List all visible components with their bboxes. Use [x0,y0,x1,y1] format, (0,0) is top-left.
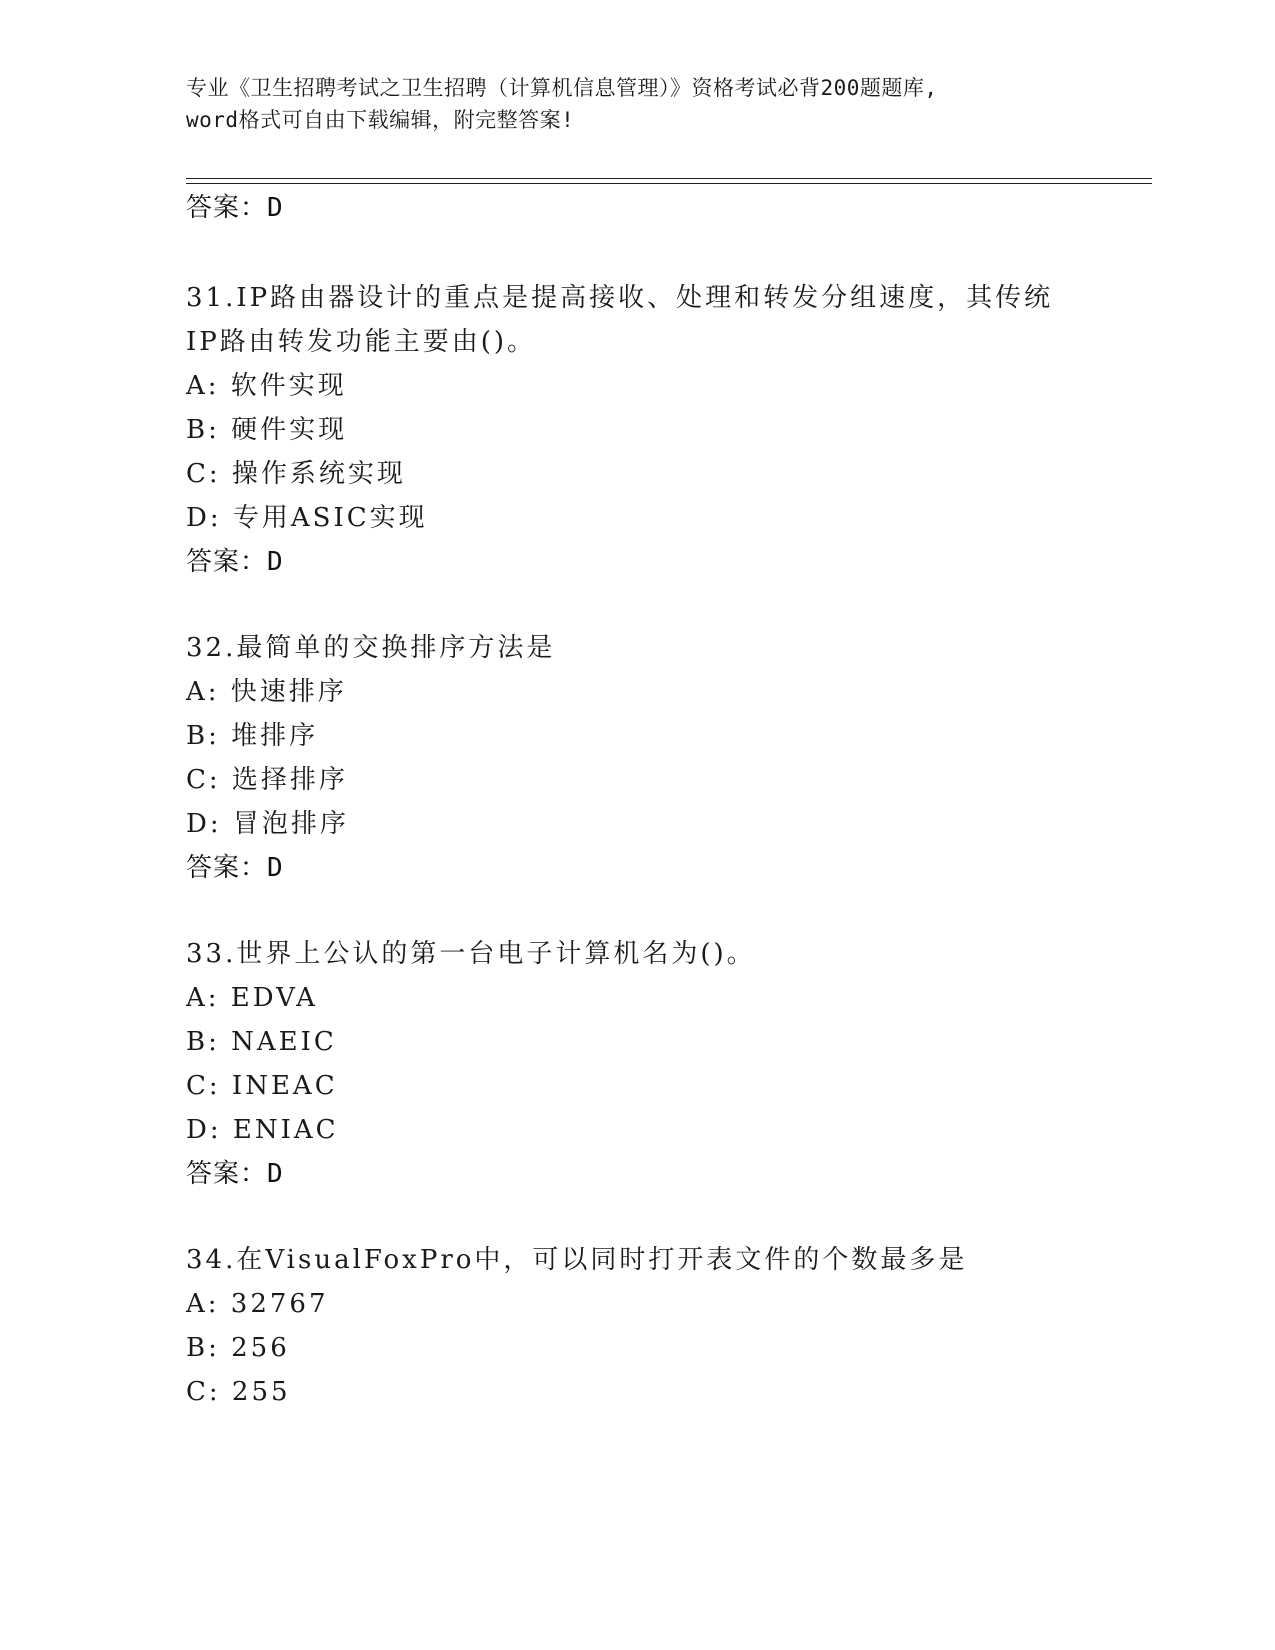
question-32-answer: 答案：D [186,853,284,883]
header-divider-bottom [186,183,1152,184]
question-32-option-c: C: 选择排序 [186,765,348,795]
question-33-stem: 33.世界上公认的第一台电子计算机名为()。 [186,939,756,969]
question-32-option-d: D: 冒泡排序 [186,809,349,839]
header-divider-top [186,178,1152,179]
question-34-stem: 34.在VisualFoxPro中，可以同时打开表文件的个数最多是 [186,1245,968,1275]
question-31-option-c: C: 操作系统实现 [186,459,406,489]
document-header [186,72,1086,136]
question-33-option-d: D: ENIAC [186,1115,339,1145]
previous-answer: 答案：D [186,193,284,223]
header-line-1: 专业《卫生招聘考试之卫生招聘（计算机信息管理）》资格考试必背200题题库, [186,76,938,100]
question-32-stem: 32.最简单的交换排序方法是 [186,633,556,663]
question-31-stem-line-1: 31.IP路由器设计的重点是提高接收、处理和转发分组速度，其传统 [186,283,1054,313]
question-33-option-b: B: NAEIC [186,1027,337,1057]
question-33-option-a: A: EDVA [186,983,318,1013]
question-31-answer: 答案：D [186,547,284,577]
question-32-option-a: A: 快速排序 [186,677,347,707]
question-31-option-b: B: 硬件实现 [186,415,348,445]
question-34-option-b: B: 256 [186,1333,290,1363]
question-31-option-a: A: 软件实现 [186,371,347,401]
question-31-option-d: D: 专用ASIC实现 [186,503,428,533]
question-33-option-c: C: INEAC [186,1071,338,1101]
header-line-2: word格式可自由下载编辑，附完整答案! [186,108,575,132]
question-34-option-a: A: 32767 [186,1289,329,1319]
question-33-answer: 答案：D [186,1159,284,1189]
question-32-option-b: B: 堆排序 [186,721,319,751]
question-34-option-c: C: 255 [186,1377,291,1407]
question-31-stem-line-2: IP路由转发功能主要由()。 [186,327,537,357]
